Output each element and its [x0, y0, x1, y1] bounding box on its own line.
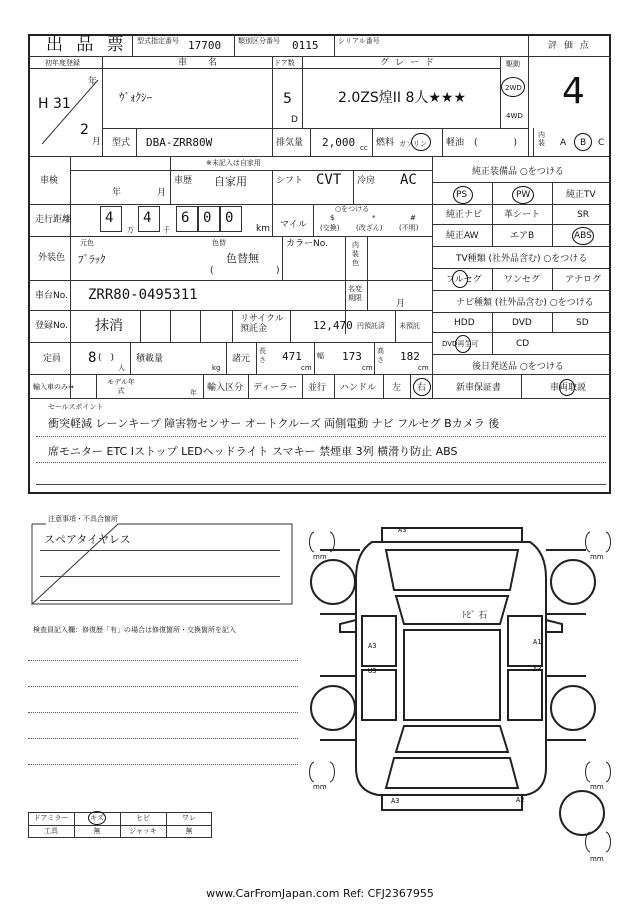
- hei-value: 182: [400, 350, 420, 363]
- handle-circle-mark: [413, 378, 431, 396]
- fuel-gasoline: ガソリン: [399, 140, 427, 148]
- displacement-label: 排気量: [276, 138, 304, 148]
- orig-color-label: 元色: [80, 239, 94, 247]
- mileage-circle-hint: ○をつける: [335, 205, 370, 213]
- equip-tv: 純正TV: [566, 190, 596, 200]
- repaint-label: 色替: [212, 239, 226, 247]
- navi-dvd: DVD: [512, 318, 532, 328]
- fuel-diesel: 軽油: [446, 138, 465, 148]
- wid-label: 幅: [317, 352, 324, 360]
- drive-label: 駆動: [506, 60, 520, 68]
- car-name: ｳﾞｫｸｼｰ: [119, 91, 152, 104]
- sales-line-1: 衝突軽減 レーンキープ 障害物センサー オートクルーズ 両側電動 ナビ フルセグ Bカメラ 後: [48, 417, 500, 430]
- capacity-value: 8: [88, 350, 97, 366]
- mirror-d4: 無: [185, 827, 193, 835]
- interior-label: 内装: [538, 131, 545, 147]
- doors-value: 5: [283, 91, 292, 107]
- doors-label: ドア数: [274, 59, 295, 67]
- recycle-none: 未預託: [399, 322, 420, 330]
- wid-value: 173: [342, 350, 362, 363]
- import-dealer: ディーラー: [253, 383, 298, 393]
- mileage-koukan: (交換): [320, 224, 340, 232]
- car-name-label: 車 名: [178, 58, 224, 68]
- capacity-label: 定員: [43, 354, 62, 364]
- mileage-ast: *: [372, 214, 376, 222]
- load-kg: kg: [212, 364, 221, 372]
- docs-warranty: 新車保証書: [456, 383, 502, 393]
- shaken-month-unit: 月: [157, 188, 167, 198]
- history-value: 自家用: [214, 175, 247, 188]
- navi-hdd: HDD: [454, 318, 475, 328]
- fuel-label: 燃料: [376, 138, 395, 148]
- mileage-mile: マイル: [280, 220, 307, 230]
- mileage-label: 走行距離: [35, 215, 72, 225]
- import-label: 輸入車のみ⇒: [33, 383, 74, 391]
- recycle-unit: 円預託済: [357, 322, 385, 330]
- mirror-c4: ワレ: [182, 814, 196, 822]
- damage-windshield: ﾄﾋﾞ 石: [462, 611, 488, 621]
- colorno-label: カラーNo.: [286, 239, 328, 249]
- equip-airbag: エアB: [510, 231, 535, 241]
- ac-label: 冷房: [357, 176, 376, 186]
- class-no: 0115: [292, 39, 319, 52]
- mileage-fumei: (不明): [399, 224, 419, 232]
- mm-label-3: mm: [313, 783, 327, 791]
- notes-label: 注意事項・不具合箇所: [48, 515, 118, 523]
- mileage-dollar: $: [330, 214, 335, 222]
- mirror-c1: ドアミラー: [33, 814, 69, 822]
- len-label: 長さ: [259, 347, 266, 364]
- handle-left: 左: [392, 383, 402, 393]
- mileage-km: km: [256, 224, 270, 234]
- history-label: 車歴: [174, 176, 193, 186]
- repaint-value: 色替無: [226, 252, 259, 265]
- mileage-digit-5: 0: [225, 210, 234, 226]
- damage-rear-right: A2: [516, 796, 525, 804]
- mirror-d1: 工具: [44, 827, 58, 835]
- reg-value: 抹消: [95, 318, 123, 334]
- tv-fullseg: フルセグ: [446, 275, 482, 285]
- shaken-year-unit: 年: [112, 188, 122, 198]
- sheet-title: 出 品 票: [46, 35, 128, 55]
- mirror-c3: ヒビ: [136, 814, 150, 822]
- equip-sr: SR: [577, 210, 589, 220]
- tv-title: TV種類 (社外品含む) ○をつける: [456, 254, 588, 264]
- shift-label: シフト: [276, 176, 304, 186]
- first-reg-era: H 31: [38, 96, 71, 112]
- import-kind-label: 輸入区分: [207, 383, 244, 393]
- sales-label: セールスポイント: [48, 403, 104, 411]
- mm-label-2: mm: [590, 553, 604, 561]
- navi-dvd-play: DVD再生可: [442, 340, 479, 348]
- footer-ref: www.CarFromJapan.com Ref: CFJ2367955: [206, 887, 434, 900]
- mirror-c2-circle: [88, 811, 106, 825]
- orig-color-value: ﾌﾞﾗｯｸ: [78, 253, 106, 266]
- interior-b: B: [580, 138, 587, 148]
- mileage-sen-unit: 千: [163, 226, 170, 234]
- load-label: 積載量: [136, 354, 164, 364]
- damage-left-door-2: U3: [368, 667, 377, 675]
- interior-c: C: [598, 138, 605, 148]
- equip-pw-circle: [512, 186, 534, 204]
- shift-value: CVT: [316, 172, 342, 188]
- equip-pw: PW: [516, 190, 531, 200]
- mileage-digit-1: 4: [105, 210, 114, 226]
- mileage-digit-2: 4: [143, 210, 152, 226]
- int-color-label: 内装色: [352, 241, 359, 267]
- shaken-label: 車検: [40, 176, 59, 186]
- drive-2wd: 2WD: [505, 84, 522, 92]
- mileage-hash: #: [410, 214, 416, 222]
- equip-navi: 純正ナビ: [446, 210, 483, 220]
- damage-rear-left: A3: [391, 797, 400, 805]
- equip-abs-circle: [572, 227, 594, 245]
- drive-4wd: 4WD: [506, 112, 523, 120]
- score-label: 評 価 点: [548, 41, 591, 51]
- repaint-paren-open: (: [210, 266, 214, 276]
- equip-ps-circle: [453, 186, 473, 204]
- grade-label: グレード: [380, 58, 441, 68]
- capacity-paren: ( ): [98, 353, 115, 363]
- mileage-digit-4: 0: [203, 210, 212, 226]
- capacity-unit: 人: [118, 364, 125, 372]
- len-value: 471: [282, 350, 302, 363]
- sales-line-2: 席モニター ETC Iストップ LEDヘッドライト スマキー 禁煙車 3列 横滑り防止 ABS: [48, 445, 458, 458]
- car-damage-diagram: [300, 520, 620, 870]
- navi-cd: CD: [516, 339, 530, 349]
- model-year-unit: 年: [190, 389, 197, 397]
- hei-cm: cm: [418, 364, 429, 372]
- equip-aw: 純正AW: [446, 231, 479, 241]
- interior-circle-mark: [574, 133, 592, 151]
- displacement-value: 2,000: [322, 136, 356, 149]
- navi-title: ナビ種類 (社外品含む) ○をつける: [456, 298, 594, 308]
- damage-front: A3: [398, 526, 407, 534]
- handle-right: 右: [417, 383, 427, 393]
- damage-right-door-2: A3: [533, 665, 542, 673]
- mm-label-1: mm: [313, 553, 327, 561]
- equip-ps: PS: [456, 190, 468, 200]
- model-value: DBA-ZRR80W: [146, 136, 213, 149]
- interior-a: A: [560, 138, 567, 148]
- repaint-paren-close: ): [276, 266, 280, 276]
- inspector-label: 検査員記入欄：修復歴「有」の場合は修復箇所・交換箇所を記入: [33, 626, 236, 634]
- import-parallel: 並行: [308, 383, 327, 393]
- tv-oneseg: ワンセグ: [504, 275, 541, 285]
- first-reg-month: 2: [80, 122, 89, 138]
- mileage-kaizan: (改ざん): [356, 224, 383, 232]
- docs-manual-circle: [559, 379, 575, 396]
- history-note: ※未記入は自家用: [206, 159, 261, 167]
- drive-circle-mark: [501, 77, 525, 97]
- first-reg-label: 初年度登録: [45, 59, 80, 67]
- grade-value: 2.0ZS煌II 8人★★★: [338, 90, 467, 106]
- door-type: D: [291, 115, 298, 125]
- recycle-value: 12,470: [313, 319, 353, 332]
- score-value: 4: [562, 71, 585, 112]
- navi-dvd-play-circle: [455, 335, 471, 353]
- equip-abs: ABS: [574, 231, 592, 241]
- first-reg-year-unit: 年: [88, 77, 98, 87]
- mirror-d3: ジャッキ: [129, 827, 157, 835]
- mirror-d2: 無: [93, 827, 101, 835]
- hei-label: 高さ: [377, 347, 384, 364]
- handle-label: ハンドル: [340, 383, 377, 393]
- reg-label: 登録No.: [35, 321, 68, 331]
- color-label: 外装色: [38, 253, 66, 263]
- equip-title: 純正装備品 ○をつける: [472, 167, 564, 177]
- model-no-label: 型式指定番号: [137, 37, 179, 45]
- tv-fullseg-circle: [452, 270, 468, 288]
- docs-title: 後日発送品 ○をつける: [472, 362, 564, 372]
- len-cm: cm: [301, 364, 312, 372]
- period-month-unit: 月: [396, 299, 406, 309]
- mileage-digit-3: 6: [181, 210, 190, 226]
- notes-line-1: スペアタイヤレス: [44, 533, 131, 546]
- recycle-label: リサイクル預託金: [240, 314, 284, 334]
- cc-unit: cc: [360, 144, 368, 152]
- docs-manual: 車両取説: [550, 383, 587, 393]
- first-reg-month-unit: 月: [92, 137, 102, 147]
- tv-analog: アナログ: [565, 275, 602, 285]
- model-label: 型式: [112, 138, 131, 148]
- mirror-c2: キズ: [90, 814, 104, 822]
- damage-left-door-1: A3: [368, 642, 377, 650]
- class-no-label: 類別区分番号: [238, 37, 280, 45]
- serial-label: シリアル番号: [338, 37, 380, 45]
- ac-value: AC: [400, 172, 417, 188]
- dims-label: 諸元: [232, 354, 251, 364]
- navi-sd: SD: [576, 318, 589, 328]
- chassis-label: 車台No.: [35, 291, 68, 301]
- wid-cm: cm: [362, 364, 373, 372]
- damage-right-door-1: A1: [533, 638, 542, 646]
- mm-label-4: mm: [590, 783, 604, 791]
- fuel-circle-mark: [411, 133, 431, 151]
- model-no: 17700: [188, 39, 222, 52]
- mileage-man-unit: 万: [127, 226, 134, 234]
- chassis-value: ZRR80-0495311: [88, 287, 198, 303]
- mm-label-5: mm: [590, 855, 604, 863]
- period-label: 名変期限: [348, 285, 362, 302]
- fuel-other: ( ): [474, 138, 518, 148]
- model-year-label: モデル年式: [107, 378, 135, 395]
- equip-leather: 革シート: [504, 210, 541, 220]
